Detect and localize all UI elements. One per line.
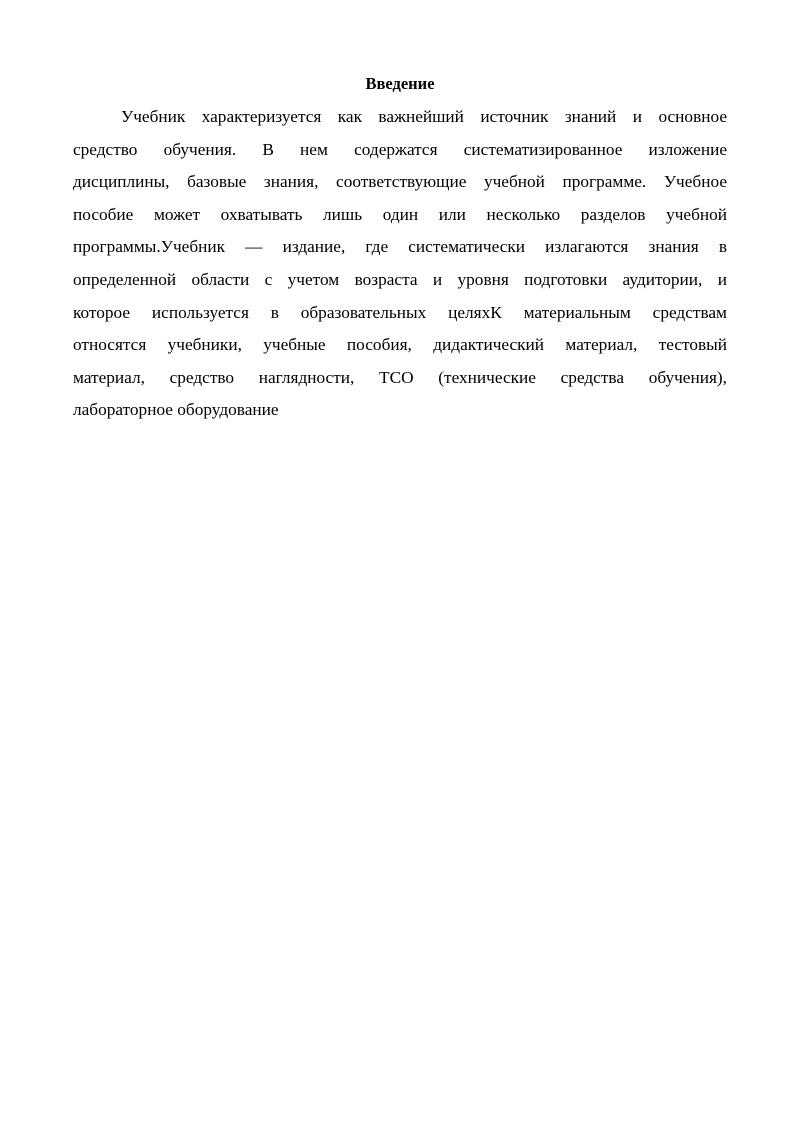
paragraph-line: программы.Учебник — издание, где систематически излагаются знания в	[73, 237, 727, 257]
paragraph-line: лабораторное оборудование	[73, 400, 279, 420]
paragraph-line: пособие может охватывать лишь один или несколько разделов учебной	[73, 204, 727, 224]
paragraph-line: Учебник характеризуется как важнейший источник знаний и основное	[121, 107, 727, 126]
document-paragraph	[73, 101, 727, 427]
paragraph-line: которое используется в образовательных целяхК материальным средствам	[73, 302, 727, 322]
paragraph-line: средство обучения. В нем содержатся систематизированное изложение	[73, 139, 727, 159]
paragraph-line: материал, средство наглядности, ТСО (технические средства обучения),	[73, 367, 727, 387]
paragraph-line: дисциплины, базовые знания, соответствующие учебной программе. Учебное	[73, 172, 727, 192]
paragraph-line: относятся учебники, учебные пособия, дидактический материал, тестовый	[73, 335, 727, 355]
paragraph-line: определенной области с учетом возраста и уровня подготовки аудитории, и	[73, 269, 727, 289]
document-title: Введение	[365, 74, 435, 93]
